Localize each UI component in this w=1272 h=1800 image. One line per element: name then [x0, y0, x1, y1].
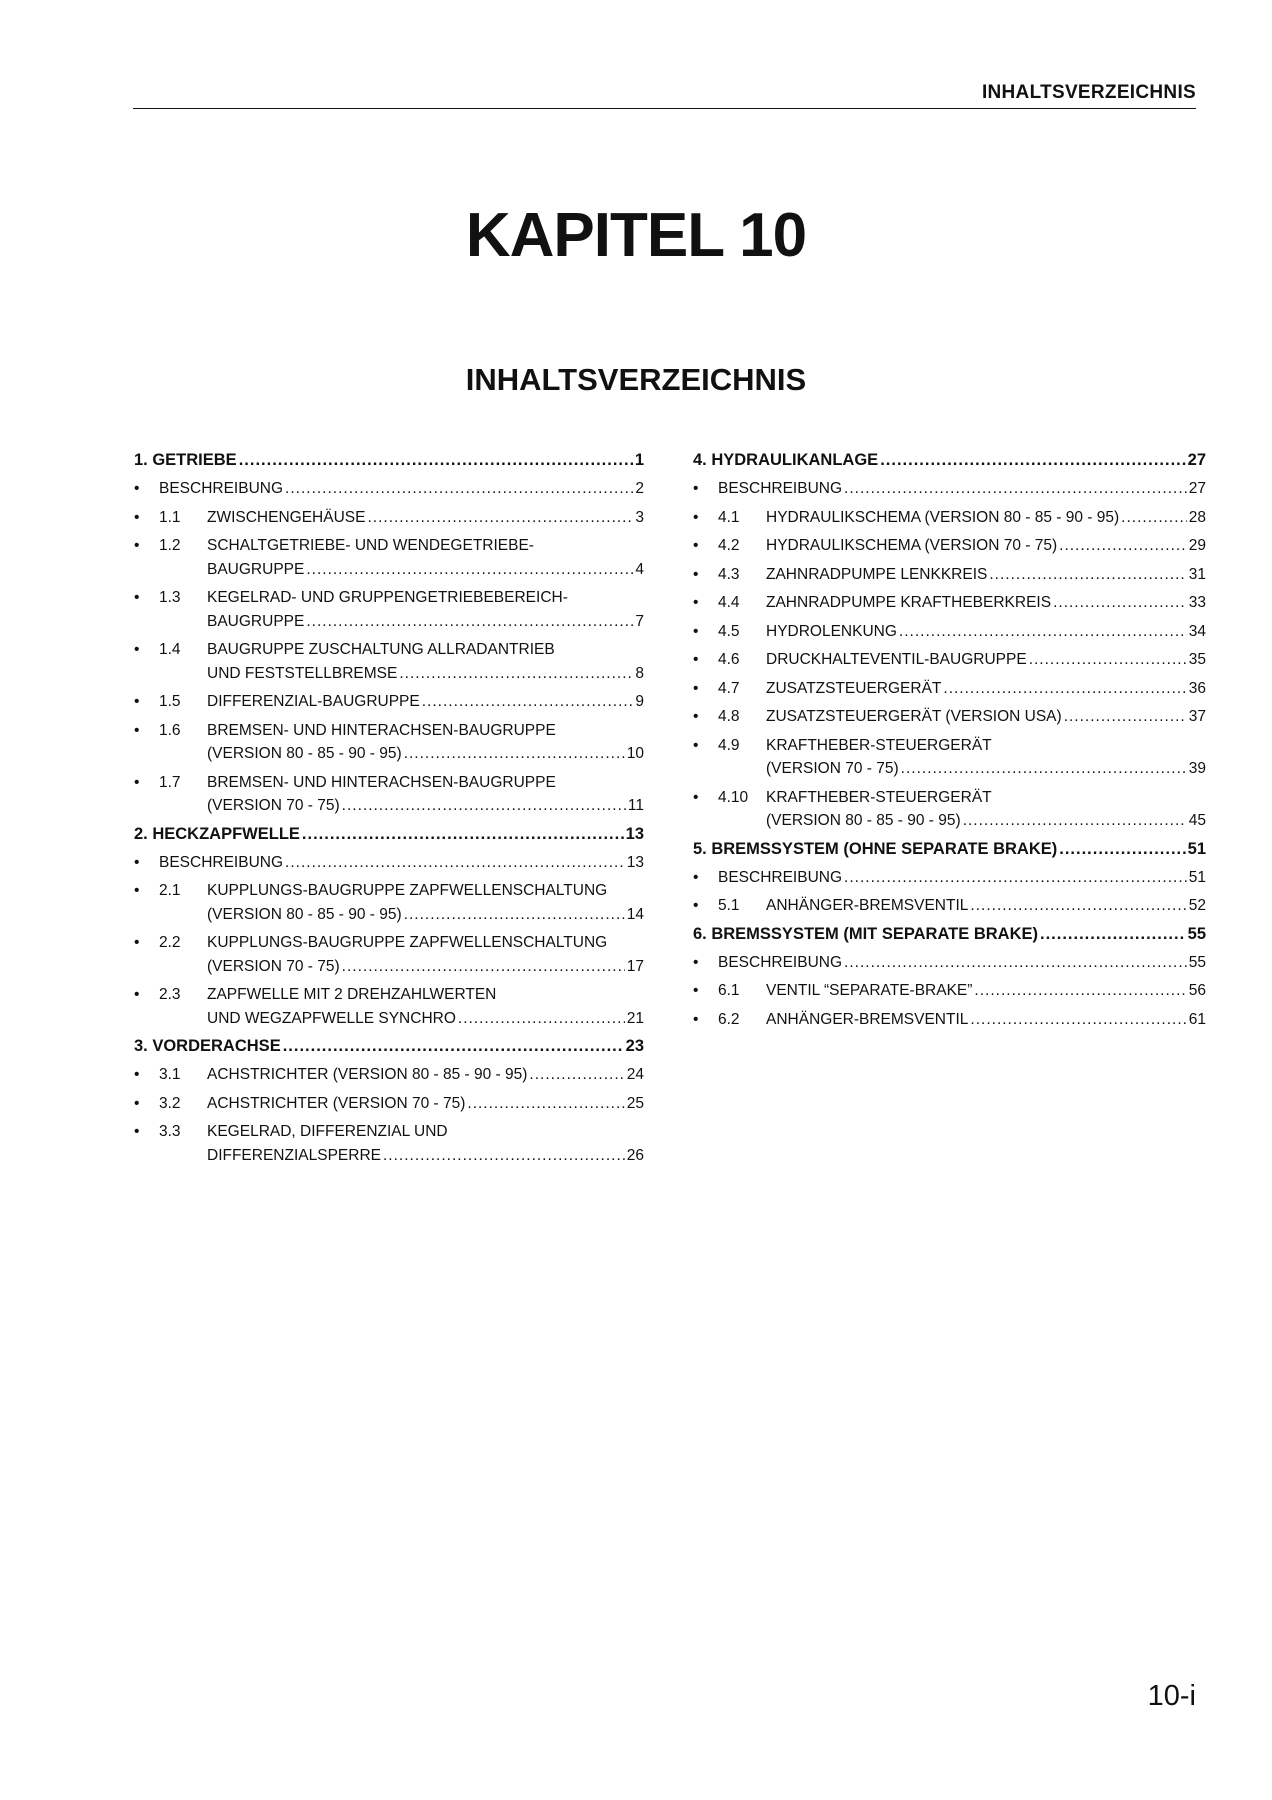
dot-leader [1029, 648, 1187, 672]
toc-page-number: 33 [1188, 594, 1206, 611]
dot-leader [970, 894, 1186, 918]
toc-entry[interactable] [693, 534, 1206, 558]
toc-entry[interactable] [134, 534, 644, 581]
toc-entry-body [718, 477, 1206, 501]
toc-entry-number: 4.3 [718, 565, 740, 583]
dot-leader [306, 610, 633, 634]
dot-leader [974, 979, 1186, 1003]
toc-entry-line [207, 879, 644, 903]
toc-entry-line [207, 662, 644, 686]
toc-entry-body [159, 851, 644, 875]
toc-entry-text: UND WEGZAPFWELLE SYNCHRO [207, 1009, 456, 1027]
toc-entry-text: BESCHREIBUNG [718, 480, 843, 497]
bullet-marker: • [134, 641, 140, 658]
toc-section[interactable] [134, 824, 644, 845]
dot-leader [399, 662, 633, 686]
toc-entry-number: 4.6 [718, 651, 740, 668]
toc-entry-number: 3.1 [159, 1066, 181, 1083]
bullet-marker: • [134, 693, 140, 710]
toc-entry[interactable] [693, 866, 1206, 890]
toc-entry-body [207, 983, 644, 1030]
dot-leader [1064, 705, 1187, 729]
toc-page-number: 1 [634, 451, 644, 469]
toc-page-number: 37 [1188, 708, 1206, 725]
toc-section[interactable] [693, 924, 1206, 945]
bullet-marker: • [693, 788, 699, 806]
toc-entry-number: 3.2 [159, 1094, 181, 1112]
toc-entry[interactable] [134, 477, 644, 501]
toc-page-number: 8 [635, 664, 644, 682]
toc-entry-line [207, 506, 644, 530]
toc-page-number: 2 [635, 480, 644, 497]
toc-page-number: 3 [635, 508, 644, 526]
toc-column-left [134, 450, 644, 1172]
toc-page-number: 25 [626, 1094, 644, 1112]
toc-entry[interactable] [134, 1092, 644, 1116]
bullet-marker: • [693, 651, 699, 668]
toc-entry-number: 1.4 [159, 641, 181, 658]
dot-leader [285, 851, 625, 875]
bullet-marker: • [134, 986, 140, 1003]
toc-entry[interactable] [134, 771, 644, 818]
toc-entry-body [766, 506, 1206, 530]
toc-entry-text: DIFFERENZIALSPERRE [207, 1146, 381, 1164]
toc-entry-line [766, 677, 1206, 701]
toc-entry-line [766, 757, 1206, 781]
toc-entry-number: 4.9 [718, 736, 740, 754]
toc-entry[interactable] [693, 786, 1206, 833]
toc-entry-text: KRAFTHEBER-STEUERGERÄT [766, 736, 992, 754]
dot-leader [844, 951, 1187, 975]
toc-entry[interactable] [134, 719, 644, 766]
toc-entry-text: HYDRAULIKSCHEMA (VERSION 80 - 85 - 90 - 95) [766, 508, 1120, 526]
toc-entry-body [207, 586, 644, 633]
dot-leader [899, 620, 1187, 644]
toc-entry-body [766, 620, 1206, 644]
toc-entry-text: HYDRAULIKSCHEMA (VERSION 70 - 75) [766, 537, 1058, 554]
toc-entry-line [718, 477, 1206, 501]
toc-entry[interactable] [693, 979, 1206, 1003]
toc-entry-line [207, 534, 644, 558]
bullet-marker: • [134, 537, 140, 554]
toc-entry-number: 1.6 [159, 721, 181, 739]
toc-entry-line [766, 534, 1206, 558]
bullet-marker: • [693, 868, 699, 886]
bullet-marker: • [134, 773, 140, 791]
toc-entry-body [766, 677, 1206, 701]
toc-entry-body [207, 1063, 644, 1087]
bullet-marker: • [134, 480, 140, 497]
toc-entry-text: BAUGRUPPE [207, 612, 305, 630]
toc-entry-text: ANHÄNGER-BREMSVENTIL [766, 897, 969, 914]
toc-entry-line [766, 506, 1206, 530]
bullet-marker: • [693, 508, 699, 526]
toc-entry-text: KUPPLUNGS-BAUGRUPPE ZAPFWELLENSCHALTUNG [207, 882, 608, 899]
toc-page-number: 31 [1188, 565, 1206, 583]
toc-entry-line [207, 558, 644, 582]
bullet-marker: • [134, 721, 140, 739]
dot-leader [529, 1063, 624, 1087]
bullet-marker: • [693, 708, 699, 725]
toc-section[interactable] [693, 450, 1206, 471]
toc-page-number: 45 [1188, 812, 1206, 829]
toc-entry-text: BESCHREIBUNG [718, 868, 843, 886]
toc-entry-line [766, 563, 1206, 587]
toc-entry-line [207, 610, 644, 634]
toc-entry-text: BREMSEN- UND HINTERACHSEN-BAUGRUPPE [207, 773, 556, 791]
bullet-marker: • [693, 679, 699, 697]
toc-entry-line [207, 742, 644, 766]
toc-entry-text: KRAFTHEBER-STEUERGERÄT [766, 788, 992, 806]
toc-entry-number: 6.1 [718, 982, 740, 999]
toc-entry-text: ACHSTRICHTER (VERSION 70 - 75) [207, 1094, 466, 1112]
dot-leader [901, 757, 1187, 781]
bullet-marker: • [693, 736, 699, 754]
dot-leader [844, 477, 1187, 501]
toc-page-number: 36 [1188, 679, 1206, 697]
toc-entry-number: 1.1 [159, 508, 181, 526]
toc-entry-text: DRUCKHALTEVENTIL-BAUGRUPPE [766, 651, 1027, 668]
toc-entry-text: (VERSION 80 - 85 - 90 - 95) [766, 812, 961, 829]
dot-leader [283, 1036, 624, 1057]
dot-leader [302, 824, 624, 845]
dot-leader [970, 1008, 1186, 1032]
toc-entry-body [766, 1008, 1206, 1032]
toc-section[interactable] [134, 1036, 644, 1057]
toc-entry-body [207, 1120, 644, 1167]
toc-page-number: 55 [1188, 953, 1206, 971]
dot-leader [467, 1092, 624, 1116]
toc-page-number: 7 [635, 612, 644, 630]
toc-page-number: 10 [626, 745, 644, 762]
bullet-marker: • [693, 537, 699, 554]
toc-entry-text: BAUGRUPPE [207, 560, 305, 578]
toc-entry-body [766, 734, 1206, 781]
toc-entry-body [766, 894, 1206, 918]
toc-entry-line [207, 1144, 644, 1168]
toc-entry-number: 4.10 [718, 788, 749, 806]
bullet-marker: • [693, 953, 699, 971]
toc-page-number: 29 [1188, 537, 1206, 554]
toc-entry-line [207, 586, 644, 610]
bullet-marker: • [134, 853, 140, 871]
toc-page-number: 34 [1188, 622, 1206, 640]
toc-entry[interactable] [134, 1120, 644, 1167]
toc-entry-number: 2.3 [159, 986, 181, 1003]
toc-page-number: 23 [625, 1037, 644, 1055]
toc-column-right [693, 450, 1206, 1036]
toc-entry-text: KUPPLUNGS-BAUGRUPPE ZAPFWELLENSCHALTUNG [207, 934, 608, 951]
toc-page-number: 9 [635, 693, 644, 710]
dot-leader [458, 1007, 625, 1031]
toc-entry-text: SCHALTGETRIEBE- UND WENDEGETRIEBE- [207, 537, 534, 554]
toc-entry-line [766, 809, 1206, 833]
toc-entry-text: (VERSION 80 - 85 - 90 - 95) [207, 905, 402, 923]
toc-entry[interactable] [693, 648, 1206, 672]
toc-entry-body [766, 591, 1206, 615]
toc-entry-text: ZUSATZSTEUERGERÄT [766, 679, 942, 697]
dot-leader [422, 690, 634, 714]
toc-entry-number: 1.3 [159, 589, 181, 606]
toc-entry-text: VENTIL “SEPARATE-BRAKE” [766, 982, 973, 999]
dot-leader [1121, 506, 1187, 530]
toc-entry[interactable] [134, 851, 644, 875]
bullet-marker: • [693, 594, 699, 611]
toc-entry-text: DIFFERENZIAL-BAUGRUPPE [207, 693, 420, 710]
toc-entry-text: ANHÄNGER-BREMSVENTIL [766, 1010, 969, 1028]
toc-entry-line [207, 931, 644, 955]
dot-leader [1053, 591, 1187, 615]
toc-entry-text: BAUGRUPPE ZUSCHALTUNG ALLRADANTRIEB [207, 641, 555, 658]
toc-page-number: 39 [1188, 760, 1206, 777]
toc-entry[interactable] [693, 477, 1206, 501]
toc-entry-line [207, 1092, 644, 1116]
toc-entry-text: BESCHREIBUNG [159, 853, 284, 871]
toc-entry-number: 4.2 [718, 537, 740, 554]
toc-section-label: 4. HYDRAULIKANLAGE [693, 451, 879, 469]
toc-entry-text: BESCHREIBUNG [718, 953, 843, 971]
toc-entry-body [207, 931, 644, 978]
toc-entry-number: 5.1 [718, 897, 740, 914]
dot-leader [342, 794, 626, 818]
toc-entry[interactable] [693, 677, 1206, 701]
toc-page-number: 52 [1188, 897, 1206, 914]
toc-page-number: 56 [1188, 982, 1206, 999]
toc-entry-line [159, 477, 644, 501]
toc-entry[interactable] [693, 591, 1206, 615]
toc-entry-line [207, 1120, 644, 1144]
toc-entry-number: 1.2 [159, 537, 181, 554]
toc-entry-body [207, 771, 644, 818]
dot-leader [1059, 839, 1185, 860]
toc-entry-body [207, 506, 644, 530]
toc-entry-body [207, 534, 644, 581]
toc-entry-line [766, 979, 1206, 1003]
toc-entry-text: ACHSTRICHTER (VERSION 80 - 85 - 90 - 95) [207, 1066, 528, 1083]
toc-page-number: 27 [1187, 451, 1206, 469]
toc-entry[interactable] [693, 734, 1206, 781]
toc-entry[interactable] [134, 1063, 644, 1087]
toc-entry-line [207, 1007, 644, 1031]
toc-entry[interactable] [134, 879, 644, 926]
toc-entry[interactable] [134, 586, 644, 633]
toc-section-label: 3. VORDERACHSE [134, 1037, 281, 1055]
toc-entry-line [207, 719, 644, 743]
bullet-marker: • [134, 1094, 140, 1112]
toc-entry-body [766, 648, 1206, 672]
toc-page-number: 28 [1188, 508, 1206, 526]
toc-section-label: 6. BREMSSYSTEM (MIT SEPARATE BRAKE) [693, 924, 1038, 943]
dot-leader [989, 563, 1186, 587]
toc-entry-number: 4.7 [718, 679, 740, 697]
toc-entry-body [207, 1092, 644, 1116]
page-number: 10-i [1147, 1680, 1196, 1712]
toc-entry-line [766, 734, 1206, 758]
dot-leader [383, 1144, 625, 1168]
toc-entry-text: KEGELRAD- UND GRUPPENGETRIEBEBEREICH- [207, 589, 568, 606]
toc-entry[interactable] [693, 1008, 1206, 1032]
toc-entry-line [766, 648, 1206, 672]
toc-page-number: 21 [626, 1009, 644, 1027]
dot-leader [342, 955, 625, 979]
dot-leader [239, 450, 633, 471]
toc-entry-body [766, 563, 1206, 587]
toc-entry-number: 1.7 [159, 773, 181, 791]
toc-page-number: 61 [1188, 1010, 1206, 1028]
toc-entry-line [207, 638, 644, 662]
toc-entry-text: ZUSATZSTEUERGERÄT (VERSION USA) [766, 708, 1062, 725]
toc-entry-line [207, 690, 644, 714]
toc-entry-text: BESCHREIBUNG [159, 480, 284, 497]
toc-section-label: 5. BREMSSYSTEM (OHNE SEPARATE BRAKE) [693, 839, 1058, 858]
dot-leader [943, 677, 1186, 701]
toc-entry-text: (VERSION 70 - 75) [766, 760, 899, 777]
toc-page-number: 14 [626, 905, 644, 923]
toc-section[interactable] [134, 450, 644, 471]
toc-entry-number: 4.1 [718, 508, 740, 526]
toc-entry-line [207, 771, 644, 795]
toc-entry-text: ZAHNRADPUMPE LENKKREIS [766, 565, 988, 583]
toc-entry-body [766, 979, 1206, 1003]
toc-entry-number: 6.2 [718, 1010, 740, 1028]
toc-page-number: 13 [626, 853, 644, 871]
toc-entry-text: ZAPFWELLE MIT 2 DREHZAHLWERTEN [207, 986, 497, 1003]
bullet-marker: • [134, 1066, 140, 1083]
toc-entry-text: BREMSEN- UND HINTERACHSEN-BAUGRUPPE [207, 721, 556, 739]
toc-page-number: 11 [627, 797, 644, 814]
toc-entry-line [766, 591, 1206, 615]
toc-entry-body [159, 477, 644, 501]
toc-page-number: 55 [1187, 924, 1206, 943]
toc-entry-line [207, 1063, 644, 1087]
toc-entry-number: 2.1 [159, 882, 181, 899]
toc-entry-line [207, 955, 644, 979]
toc-entry[interactable] [693, 620, 1206, 644]
toc-entry-line [766, 894, 1206, 918]
toc-entry-body [207, 690, 644, 714]
chapter-title: KAPITEL 10 [465, 201, 807, 270]
toc-section-label: 1. GETRIEBE [134, 451, 237, 469]
dot-leader [404, 903, 625, 927]
header-rule [133, 108, 1196, 109]
toc-page-number: 24 [626, 1066, 644, 1083]
toc-entry-text: (VERSION 70 - 75) [207, 957, 340, 975]
toc-entry-body [207, 638, 644, 685]
toc-entry[interactable] [134, 983, 644, 1030]
bullet-marker: • [693, 982, 699, 999]
toc-entry[interactable] [693, 506, 1206, 530]
toc-entry-number: 2.2 [159, 934, 181, 951]
toc-entry[interactable] [134, 690, 644, 714]
toc-entry-text: KEGELRAD, DIFFERENZIAL UND [207, 1123, 448, 1140]
toc-entry[interactable] [134, 638, 644, 685]
toc-page-number: 35 [1188, 651, 1206, 668]
toc-entry-line [766, 1008, 1206, 1032]
toc-entry-line [207, 903, 644, 927]
dot-leader [844, 866, 1187, 890]
toc-entry-line [766, 620, 1206, 644]
bullet-marker: • [134, 508, 140, 526]
toc-page-number: 17 [626, 957, 644, 975]
bullet-marker: • [693, 480, 699, 497]
toc-entry-number: 4.5 [718, 622, 740, 640]
toc-entry-number: 4.8 [718, 708, 740, 725]
toc-entry-line [207, 983, 644, 1007]
toc-entry-line [159, 851, 644, 875]
running-header: INHALTSVERZEICHNIS [981, 82, 1196, 103]
toc-entry-body [718, 951, 1206, 975]
toc-entry-line [766, 705, 1206, 729]
toc-section[interactable] [693, 839, 1206, 860]
toc-entry[interactable] [134, 506, 644, 530]
dot-leader [404, 742, 625, 766]
bullet-marker: • [693, 1010, 699, 1028]
toc-entry-text: (VERSION 70 - 75) [207, 797, 340, 814]
toc-entry[interactable] [693, 894, 1206, 918]
toc-entry-body [207, 879, 644, 926]
toc-entry-number: 3.3 [159, 1123, 181, 1140]
dot-leader [880, 450, 1185, 471]
bullet-marker: • [693, 565, 699, 583]
bullet-marker: • [693, 622, 699, 640]
bullet-marker: • [134, 1123, 140, 1140]
toc-entry-line [718, 951, 1206, 975]
toc-entry-body [766, 786, 1206, 833]
toc-page-number: 4 [635, 560, 644, 578]
toc-page-number: 26 [626, 1146, 644, 1164]
bullet-marker: • [134, 589, 140, 606]
bullet-marker: • [693, 897, 699, 914]
toc-entry-number: 4.4 [718, 594, 740, 611]
toc-entry-text: UND FESTSTELLBREMSE [207, 664, 398, 682]
toc-page-number: 51 [1188, 868, 1206, 886]
toc-entry-line [718, 866, 1206, 890]
toc-entry-body [766, 534, 1206, 558]
toc-entry-text: ZWISCHENGEHÄUSE [207, 508, 366, 526]
dot-leader [306, 558, 633, 582]
toc-page-number: 27 [1188, 480, 1206, 497]
toc-entry[interactable] [693, 705, 1206, 729]
toc-page-number: 13 [625, 824, 644, 843]
toc-entry[interactable] [693, 563, 1206, 587]
toc-entry[interactable] [693, 951, 1206, 975]
dot-leader [1040, 924, 1186, 945]
toc-entry-number: 1.5 [159, 693, 181, 710]
bullet-marker: • [134, 882, 140, 899]
toc-section-label: 2. HECKZAPFWELLE [134, 824, 300, 843]
toc-entry-body [766, 705, 1206, 729]
toc-entry-body [207, 719, 644, 766]
bullet-marker: • [134, 934, 140, 951]
toc-page-number: 51 [1187, 839, 1206, 858]
dot-leader [963, 809, 1187, 833]
toc-entry-line [766, 786, 1206, 810]
toc-entry-text: (VERSION 80 - 85 - 90 - 95) [207, 745, 402, 762]
toc-entry-body [718, 866, 1206, 890]
dot-leader [367, 506, 633, 530]
toc-title: INHALTSVERZEICHNIS [465, 362, 807, 397]
toc-entry-text: ZAHNRADPUMPE KRAFTHEBERKREIS [766, 594, 1052, 611]
dot-leader [285, 477, 633, 501]
dot-leader [1059, 534, 1187, 558]
toc-entry[interactable] [134, 931, 644, 978]
toc-entry-line [207, 794, 644, 818]
toc-entry-text: HYDROLENKUNG [766, 622, 897, 640]
